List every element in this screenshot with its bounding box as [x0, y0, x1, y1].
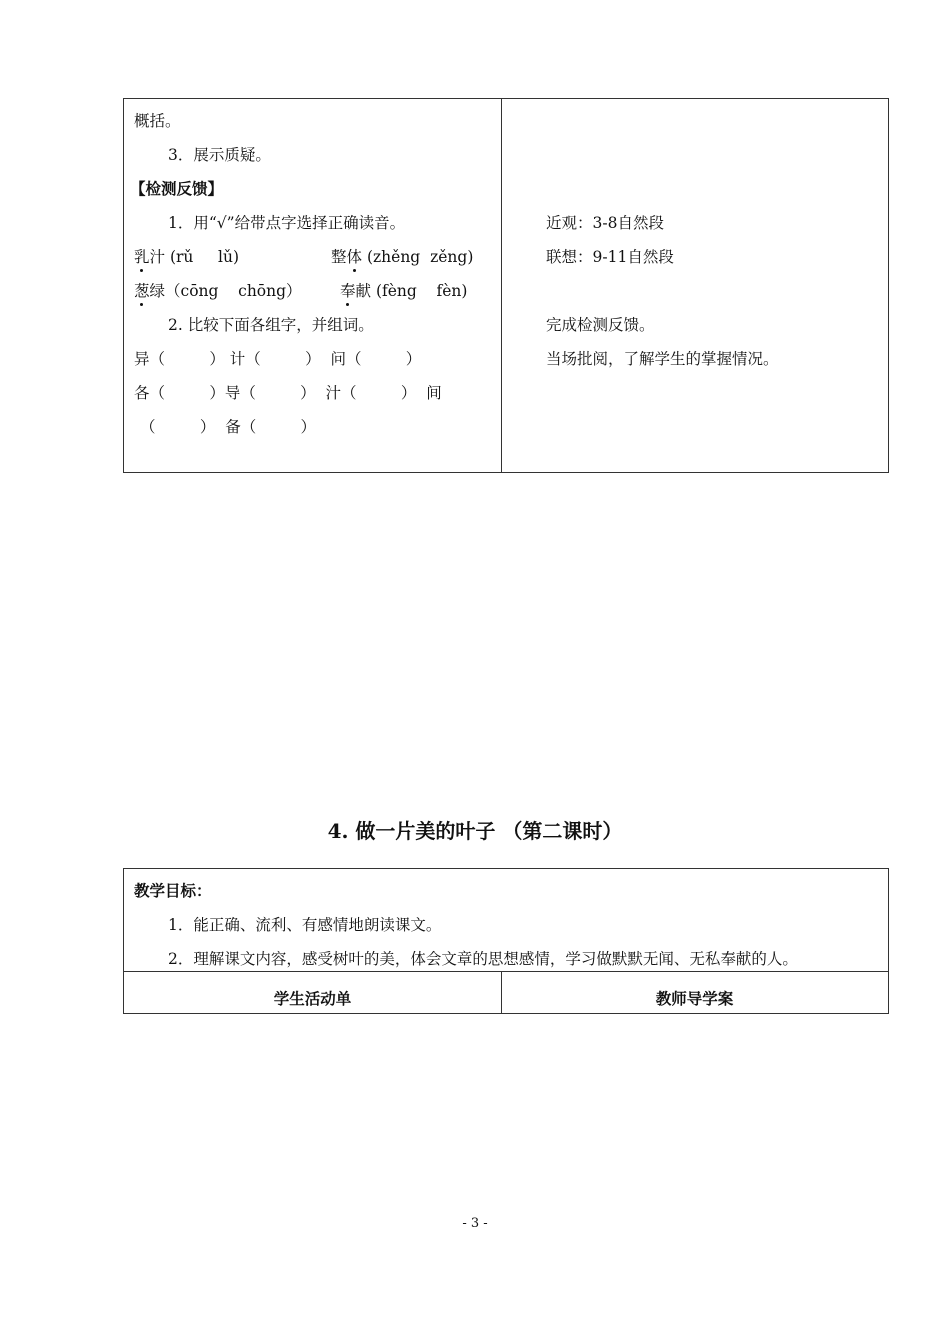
word-blanks-row-2: 各（ ）导（ ） 汁（ ） 间: [134, 384, 442, 402]
exercise-2-instruction: 2. 比较下面各组字，并组词。: [168, 316, 374, 334]
word-blanks-row-3: （ ） 备（ ）: [140, 418, 317, 436]
teacher-note-association: 联想：9-11自然段: [546, 248, 674, 266]
column-header-student: 学生活动单: [273, 989, 352, 1008]
text-show-questions: 3．展示质疑。: [168, 146, 271, 164]
pinyin-options: 汁 (rǔ lǔ): [149, 248, 240, 266]
section-heading-feedback: 【检测反馈】: [130, 179, 224, 198]
pinyin-item-fengxian: [340, 281, 467, 301]
dotted-char: 葱: [134, 282, 150, 300]
pinyin-options: 绿（cōng chōng）: [149, 282, 302, 300]
column-header-teacher: 教师导学案: [655, 989, 734, 1008]
char: 整: [331, 248, 347, 266]
text-summary: 概括。: [134, 112, 181, 130]
pinyin-item-conglv: [134, 281, 302, 301]
dotted-char: 乳: [134, 248, 150, 266]
pinyin-item-zhengti: [331, 247, 473, 267]
dotted-char: 体: [346, 248, 363, 266]
row-divider: [124, 971, 888, 972]
column-divider: [501, 99, 502, 472]
pinyin-options: 献 (fèng fèn): [355, 282, 468, 300]
teacher-note-review: 当场批阅，了解学生的掌握情况。: [546, 350, 779, 368]
lesson-title: 4. 做一片美的叶子 （第二课时）: [327, 819, 623, 843]
teacher-note-complete: 完成检测反馈。: [546, 316, 655, 334]
word-blanks-row-1: 异（ ） 计（ ） 问（ ）: [134, 350, 422, 368]
teaching-goal-2: 2．理解课文内容，感受树叶的美，体会文章的思想感情，学习做默默无闻、无私奉献的人。: [168, 950, 798, 968]
pinyin-item-ruzhi: [134, 247, 239, 267]
dotted-char: 奉: [340, 282, 356, 300]
exercise-1-instruction: 1．用“√”给带点字选择正确读音。: [168, 214, 406, 232]
page-number: - 3 -: [462, 1216, 488, 1231]
pinyin-options: (zhěng zěng): [362, 248, 474, 266]
teaching-goals-label: 教学目标：: [134, 881, 212, 900]
lesson-table-part2: [123, 868, 889, 1014]
teaching-goal-1: 1．能正确、流利、有感情地朗读课文。: [168, 916, 442, 934]
teacher-note-close-view: 近观：3-8自然段: [546, 214, 664, 232]
